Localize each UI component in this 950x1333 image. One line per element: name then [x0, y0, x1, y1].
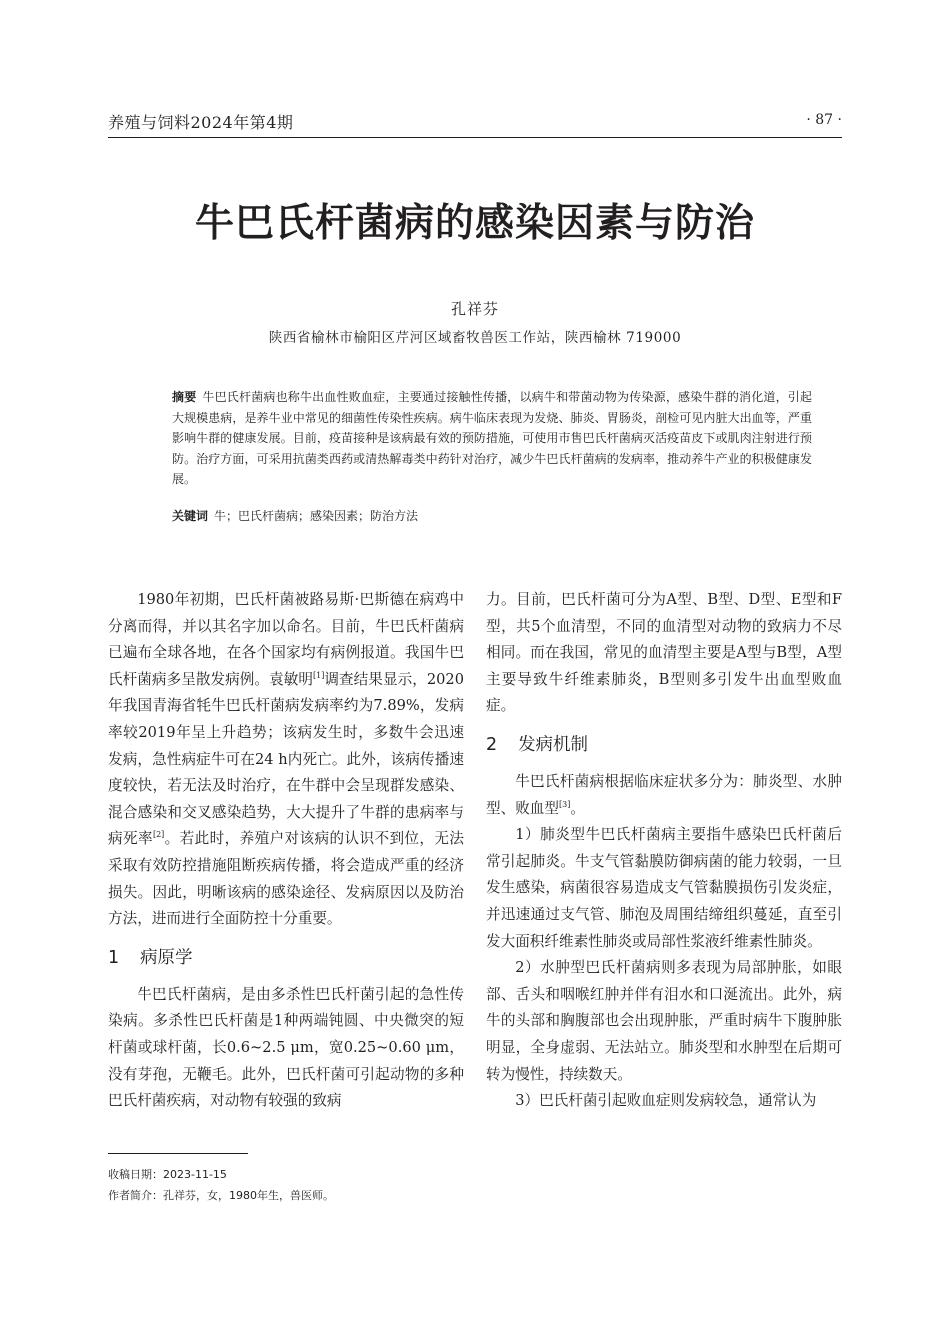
footnote-divider: [108, 1153, 248, 1154]
section-1-number: 1: [108, 947, 120, 968]
keywords-text: 牛；巴氏杆菌病；感染因素；防治方法: [214, 509, 419, 523]
citation-3: [3]: [558, 799, 571, 809]
section-2-number: 2: [486, 734, 498, 755]
received-date: 收稿日期：2023-11-15: [108, 1168, 227, 1181]
section-1-title: 病原学: [140, 947, 193, 968]
left-column: [108, 587, 464, 1115]
citation-1: [1]: [312, 670, 325, 680]
section-2-paragraph-2: 1）肺炎型牛巴氏杆菌病主要指牛感染巴氏杆菌后常引起肺炎。牛支气管黏膜防御病菌的能力较弱，一旦发生感染，病菌很容易造成支气管黏膜损伤引发炎症，并迅速通过支气管、肺泡及周围结缔组织蔓延，直至引发大面积纤维素性肺炎或局部性浆液纤维素性肺炎。: [486, 826, 842, 950]
page-number: · 87 ·: [806, 112, 842, 128]
header-divider: [108, 137, 842, 138]
right-column: [486, 587, 842, 1115]
section-1-heading: [108, 945, 464, 971]
keywords: [172, 506, 812, 526]
section-2-title: 发病机制: [518, 734, 588, 755]
author-affiliation: 陕西省榆林市榆阳区芹河区域畜牧兽医工作站，陕西榆林 719000: [268, 330, 682, 346]
intro-paragraph: 1980年初期，巴氏杆菌被路易斯·巴斯德在病鸡中分离而得，并以其名字加以命名。目前，牛巴氏杆菌病已遍布全球各地，在各个国家均有病例报道。我国牛巴氏杆菌病多呈散发病例。袁敏明[1]调查结果显示，2020年我国青海省牦牛巴氏杆菌病发病率约为7.89%，发病率较2019年呈上升趋势；该病发生时，多数牛会迅速发病，急性病症牛可在24 h内死亡。此外，该病传播速度较快，若无法及时治疗，在牛群中会呈现群发感染、混合感染和交叉感染趋势，大大提升了牛群的患病率与病死率[2]。若此时，养殖户对该病的认识不到位，无法采取有效防控措施阻断疾病传播，将会造成严重的经济损失。因此，明晰该病的感染途径、发病原因以及防治方法，进而进行全面防控十分重要。: [108, 591, 464, 928]
author-bio: 作者简介：孔祥芬，女，1980年生，兽医师。: [108, 1189, 334, 1202]
keywords-label: 关键词: [172, 509, 209, 523]
citation-2: [2]: [152, 830, 165, 840]
section-1-paragraph-continued: 力。目前，巴氏杆菌可分为A型、B型、D型、E型和F型，共5个血清型，不同的血清型对动物的致病力不尽相同。而在我国，常见的血清型主要是A型与B型，A型主要导致牛纤维素肺炎，B型则多引发牛出血型败血症。: [486, 591, 842, 715]
abstract: [172, 387, 812, 490]
abstract-label: 摘要: [172, 390, 197, 404]
section-1-paragraph: 牛巴氏杆菌病，是由多杀性巴氏杆菌引起的急性传染病。多杀性巴氏杆菌是1种两端钝圆、中央微突的短杆菌或球杆菌，长0.6~2.5 μm，宽0.25~0.60 μm，没有芽孢，无鞭毛。此外，巴氏杆菌可引起动物的多种巴氏杆菌疾病，对动物有较强的致病: [108, 985, 464, 1110]
section-2-paragraph-4: 3）巴氏杆菌引起败血症则发病较急，通常认为: [515, 1092, 817, 1110]
section-2-paragraph-3: 2）水肿型巴氏杆菌病则多表现为局部肿胀，如眼部、舌头和咽喉红肿并伴有泪水和口涎流出。此外，病牛的头部和胸腹部也会出现肿胀，严重时病牛下腹肿胀明显，全身虚弱、无法站立。肺炎型和水肿型在后期可转为慢性，持续数天。: [486, 959, 842, 1083]
article-title: 牛巴氏杆菌病的感染因素与防治: [194, 201, 755, 246]
author-name: 孔祥芬: [450, 300, 499, 318]
section-2-paragraph-1: 牛巴氏杆菌病根据临床症状多分为：肺炎型、水肿型、败血型[3]。: [486, 772, 842, 817]
abstract-text: 牛巴氏杆菌病也称牛出血性败血症，主要通过接触性传播，以病牛和带菌动物为传染源，感染牛群的消化道，引起大规模患病，是养牛业中常见的细菌性传染性疾病。病牛临床表现为发烧、肺炎、胃肠炎，剖检可见内脏大出血等，严重影响牛群的健康发展。目前，疫苗接种是该病最有效的预防措施，可使用市售巴氏杆菌病灭活疫苗皮下或肌肉注射进行预防。治疗方面，可采用抗菌类西药或清热解毒类中药针对治疗，减少牛巴氏杆菌病的发病率，推动养牛产业的积极健康发展。: [172, 390, 812, 487]
section-2-heading: [486, 732, 842, 758]
journal-header: 养殖与饲料2024年第4期: [108, 113, 294, 132]
